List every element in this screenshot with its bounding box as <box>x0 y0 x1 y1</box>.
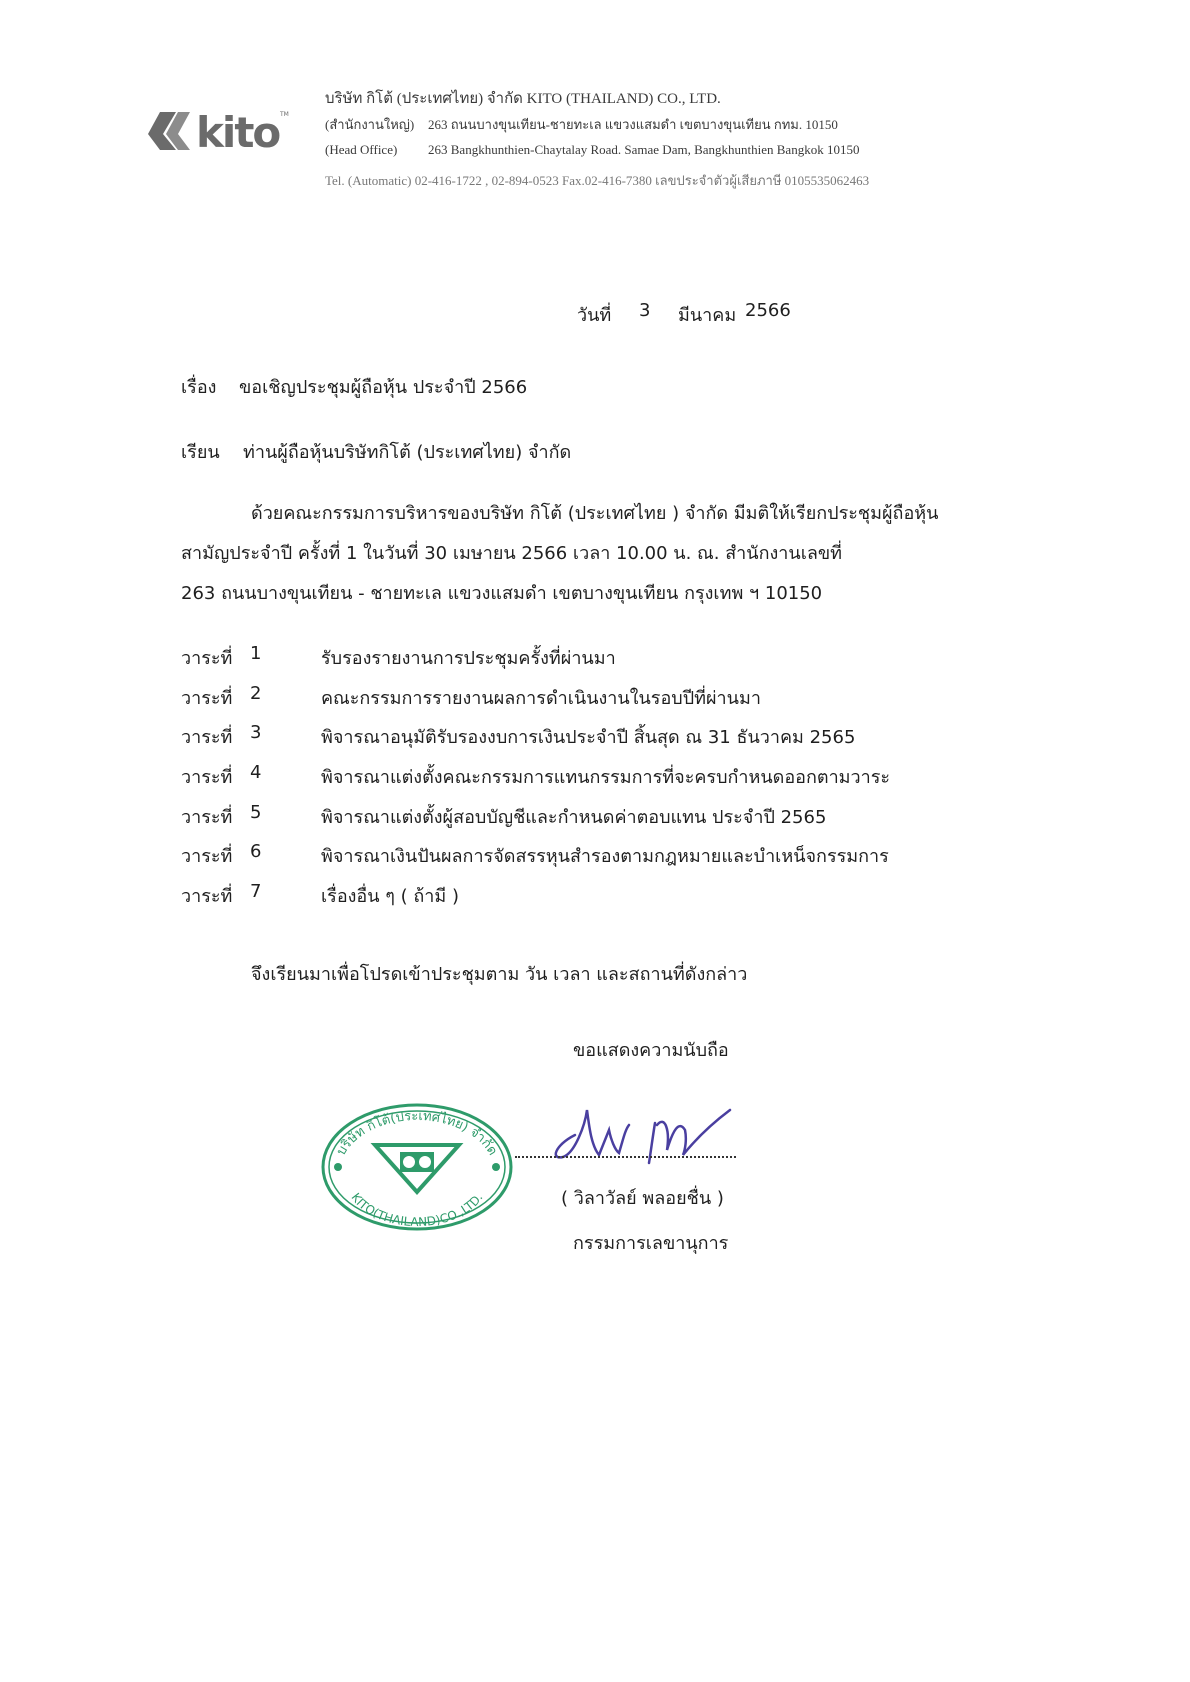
recipient-label: เรียน <box>181 442 220 463</box>
intro-line-2: สามัญประจำปี ครั้งที่ 1 ในวันที่ 30 เมษายน 2566 เวลา 10.00 น. ณ. สำนักงานเลขที่ <box>181 543 843 564</box>
agenda-number: 6 <box>250 841 262 862</box>
agenda-label: วาระที่ <box>181 727 233 748</box>
address-english-label: (Head Office) <box>325 142 398 157</box>
agenda-label: วาระที่ <box>181 886 233 907</box>
agenda-number: 3 <box>250 722 262 743</box>
agenda-number: 4 <box>250 762 262 783</box>
address-thai-label: (สำนักงานใหญ่) <box>325 117 415 132</box>
company-name-line: บริษัท กิโต้ (ประเทศไทย) จำกัด KITO (THAILAND) CO., LTD. <box>325 91 721 107</box>
agenda-item-text: คณะกรรมการรายงานผลการดำเนินงานในรอบปีที่ผ่านมา <box>321 688 761 709</box>
svg-text:kito: kito <box>196 108 280 157</box>
date-day: 3 <box>639 300 651 321</box>
agenda-item-text: พิจารณาเงินปันผลการจัดสรรหุนสำรองตามกฎหมายและบำเหน็จกรรมการ <box>321 846 889 867</box>
address-english: 263 Bangkhunthien-Chaytalay Road. Samae Dam, Bangkhunthien Bangkok 10150 <box>428 142 860 157</box>
recipient-text: ท่านผู้ถือหุ้นบริษัทกิโต้ (ประเทศไทย) จำกัด <box>243 442 572 463</box>
intro-line-1: ด้วยคณะกรรมการบริหารของบริษัท กิโต้ (ประเทศไทย ) จำกัด มีมติให้เรียกประชุมผู้ถือหุ้น <box>251 503 939 524</box>
address-thai: 263 ถนนบางขุนเทียน-ชายทะเล แขวงแสมดำ เขตบางขุนเทียน กทม. 10150 <box>428 117 838 132</box>
date-month: มีนาคม <box>678 305 737 326</box>
agenda-label: วาระที่ <box>181 846 233 867</box>
date-label: วันที่ <box>577 305 612 326</box>
signature-line <box>515 1156 736 1158</box>
signer-name: ( วิลาวัลย์ พลอยชื่น ) <box>561 1188 724 1209</box>
agenda-label: วาระที่ <box>181 688 233 709</box>
agenda-label: วาระที่ <box>181 648 233 669</box>
svg-text:KITO(THAILAND)CO.,LTD. <box>348 1190 485 1229</box>
agenda-item-text: รับรองรายงานการประชุมครั้งที่ผ่านมา <box>321 648 616 669</box>
intro-line-3: 263 ถนนบางขุนเทียน - ชายทะเล แขวงแสมดำ เขตบางขุนเทียน กรุงเทพ ฯ 10150 <box>181 583 823 604</box>
svg-text:บริษัท กิโต้(ประเทศไทย) จำกัด <box>334 1109 500 1158</box>
contact-line: Tel. (Automatic) 02-416-1722 , 02-894-0523 Fax.02-416-7380 เลขประจำตัวผู้เสียภาษี 0105535062463 <box>325 173 870 188</box>
date-year: 2566 <box>745 300 791 321</box>
company-stamp <box>318 1100 516 1235</box>
subject-label: เรื่อง <box>181 377 217 398</box>
stamp-text-bottom: KITO(THAILAND)CO.,LTD. <box>348 1190 486 1230</box>
agenda-item-text: เรื่องอื่น ๆ ( ถ้ามี ) <box>321 886 460 907</box>
agenda-number: 7 <box>250 881 262 902</box>
svg-text:TM: TM <box>280 111 289 118</box>
subject-text: ขอเชิญประชุมผู้ถือหุ้น ประจำปี 2566 <box>239 377 528 398</box>
closing-sentence: จึงเรียนมาเพื่อโปรดเข้าประชุมตาม วัน เวลา และสถานที่ดังกล่าว <box>251 964 748 985</box>
agenda-item-text: พิจารณาอนุมัติรับรองงบการเงินประจำปี สิ้นสุด ณ 31 ธันวาคม 2565 <box>321 727 856 748</box>
agenda-label: วาระที่ <box>181 807 233 828</box>
regards: ขอแสดงความนับถือ <box>573 1040 729 1061</box>
agenda-number: 5 <box>250 802 262 823</box>
agenda-label: วาระที่ <box>181 767 233 788</box>
kito-logo <box>146 100 296 160</box>
agenda-item-text: พิจารณาแต่งตั้งคณะกรรมการแทนกรรมการที่จะครบกำหนดออกตามวาระ <box>321 767 891 788</box>
stamp-text-top: บริษัท กิโต้(ประเทศไทย) จำกัด <box>333 1108 500 1159</box>
agenda-item-text: พิจารณาแต่งตั้งผู้สอบบัญชีและกำหนดค่าตอบแทน ประจำปี 2565 <box>321 807 827 828</box>
signer-position: กรรมการเลขานุการ <box>573 1233 729 1254</box>
agenda-number: 2 <box>250 683 262 704</box>
agenda-number: 1 <box>250 643 262 664</box>
